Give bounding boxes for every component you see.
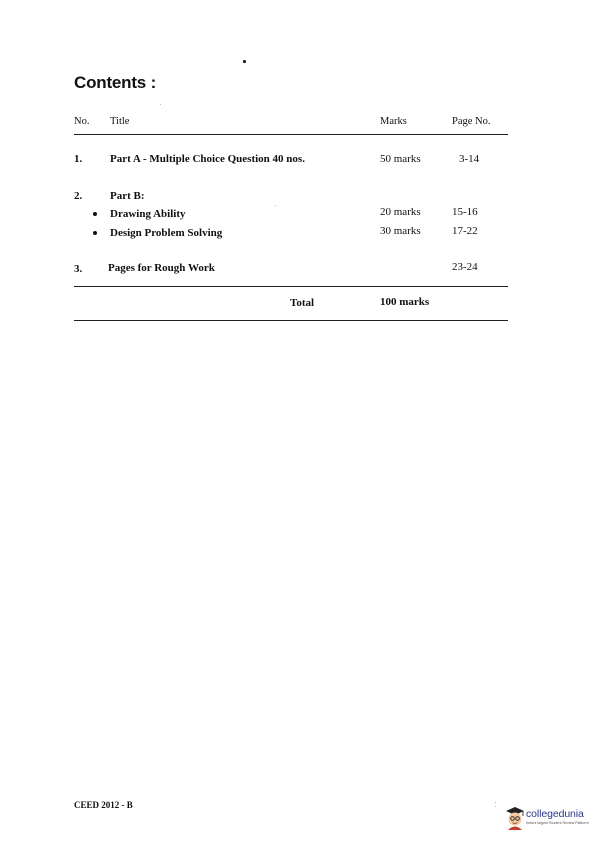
header-no: No. <box>74 116 90 127</box>
row-2-item-2-title: Design Problem Solving <box>110 227 223 239</box>
row-3-title: Pages for Rough Work <box>108 262 215 274</box>
total-bottom-rule <box>74 320 508 321</box>
header-title: Title <box>110 116 130 127</box>
watermark-brand: collegedunia <box>526 808 584 820</box>
row-1-marks: 50 marks <box>380 153 421 165</box>
header-marks: Marks <box>380 116 407 127</box>
bullet-icon <box>93 212 97 216</box>
header-rule <box>74 134 508 135</box>
row-1-no: 1. <box>74 153 83 165</box>
row-2-item-2-page: 17-22 <box>452 225 478 237</box>
row-1-title: Part A - Multiple Choice Question 40 nos. <box>110 153 305 165</box>
watermark-tagline: India's largest Student Review Platform <box>526 821 589 825</box>
watermark-logo <box>504 804 594 834</box>
total-marks: 100 marks <box>380 296 430 308</box>
footer-code: CEED 2012 - B <box>74 800 133 810</box>
graduate-mascot-icon <box>504 804 526 830</box>
bullet-icon <box>93 231 97 235</box>
row-3-no: 3. <box>74 263 83 275</box>
row-2-no: 2. <box>74 190 83 202</box>
page-heading: Contents : <box>74 73 157 92</box>
scan-mark <box>243 60 246 63</box>
row-2-item-2-marks: 30 marks <box>380 225 421 237</box>
row-2-title: Part B: <box>110 190 145 202</box>
row-3-page: 23-24 <box>452 261 478 273</box>
row-1-page: 3-14 <box>459 153 480 165</box>
total-label: Total <box>290 297 315 309</box>
row-2-item-1-marks: 20 marks <box>380 206 421 218</box>
row-2-item-1-title: Drawing Ability <box>110 208 186 220</box>
total-top-rule <box>74 286 508 287</box>
header-page-no: Page No. <box>452 116 491 127</box>
row-2-item-1-page: 15-16 <box>452 206 478 218</box>
